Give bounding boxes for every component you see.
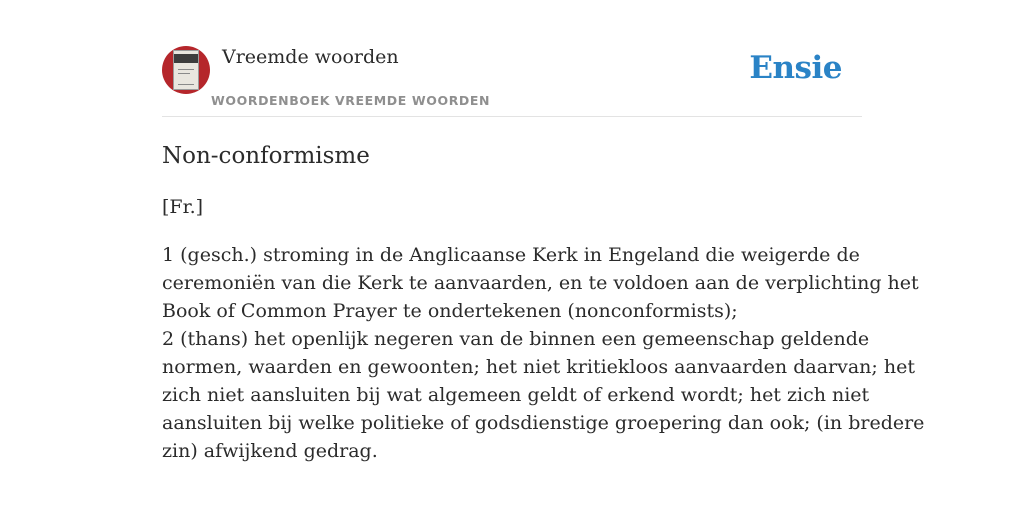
book-cover-icon <box>173 50 199 90</box>
source-title[interactable]: Vreemde woorden <box>222 46 399 68</box>
definition-line: 2 (thans) het openlijk negeren van de binnen een gemeenschap geldende <box>162 328 870 350</box>
entry-origin: [Fr.] <box>162 196 204 218</box>
definition-line: zin) afwijkend gedrag. <box>162 440 378 462</box>
entry-card <box>162 44 925 465</box>
definition-line: normen, waarden en gewoonten; het niet kritiekloos aanvaarden daarvan; het <box>162 356 915 378</box>
entry-term: Non-conformisme <box>162 143 370 169</box>
definition-line: Book of Common Prayer te ondertekenen (nonconformists); <box>162 300 738 322</box>
source-avatar[interactable] <box>162 46 210 94</box>
definition-line: ceremoniën van die Kerk te aanvaarden, en te voldoen aan de verplichting het <box>162 272 919 294</box>
entry-header <box>162 44 862 117</box>
definition-line: aansluiten bij welke politieke of godsdienstige groepering dan ook; (in bredere <box>162 412 925 434</box>
definition-line: zich niet aansluiten bij wat algemeen geldt of erkend wordt; het zich niet <box>162 384 870 406</box>
entry-definition <box>162 241 925 465</box>
definition-line: 1 (gesch.) stroming in de Anglicaanse Kerk in Engeland die weigerde de <box>162 244 860 266</box>
brand-logo[interactable]: Ensie <box>749 50 842 86</box>
source-subtitle: WOORDENBOEK VREEMDE WOORDEN <box>211 93 491 108</box>
